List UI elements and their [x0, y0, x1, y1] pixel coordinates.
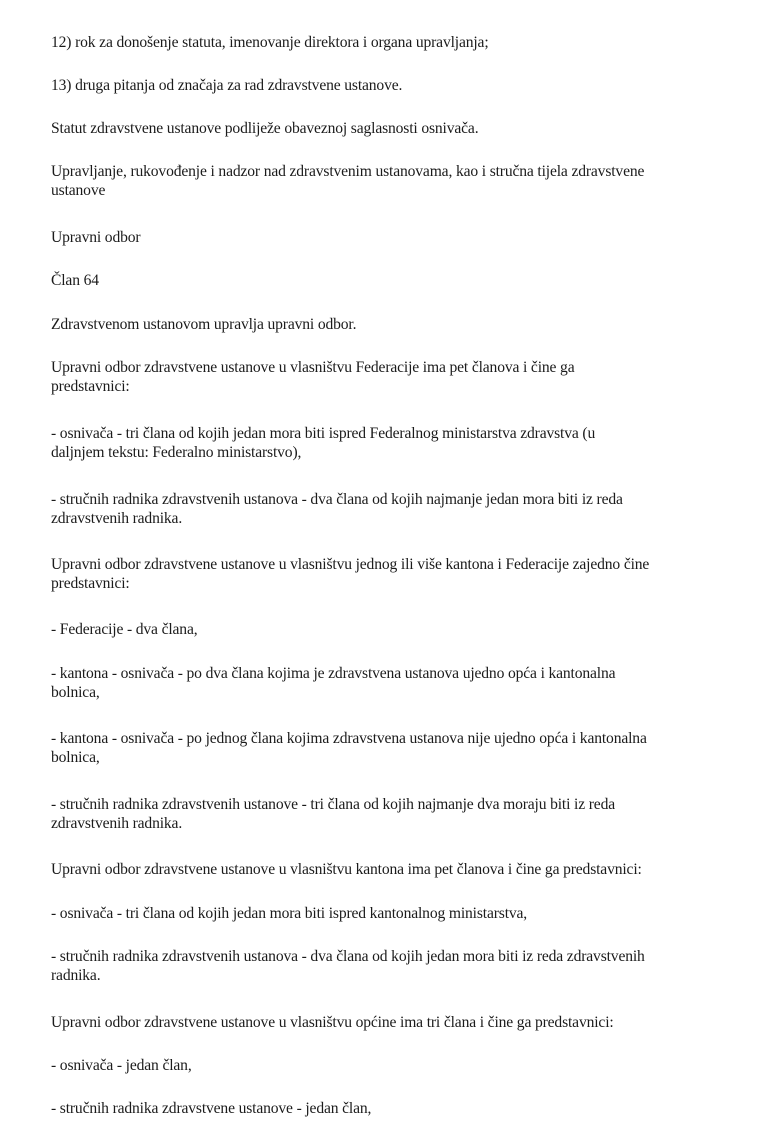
text-line: Upravni odbor zdravstvene ustanove u vlasništvu Federacije ima pet članova i čine ga: [51, 359, 575, 376]
text-line: Upravni odbor: [51, 229, 141, 246]
subheading-board: [51, 228, 776, 247]
text-line: bolnica,: [51, 684, 100, 701]
list-item: [51, 729, 776, 767]
text-line: - stručnih radnika zdravstvenih ustanove - tri člana od kojih najmanje dva moraju biti iz reda: [51, 796, 615, 813]
list-item: [51, 904, 776, 923]
list-item: [51, 664, 776, 702]
text-line: - stručnih radnika zdravstvenih ustanova - dva člana od kojih najmanje jedan mora biti iz reda: [51, 491, 623, 508]
text-line: Upravni odbor zdravstvene ustanove u vlasništvu jednog ili više kantona i Federacije zajedno čine: [51, 556, 650, 573]
text-line: Upravni odbor zdravstvene ustanove u vlasništvu općine ima tri člana i čine ga predstavnici:: [51, 1014, 614, 1031]
list-item: [51, 424, 776, 462]
paragraph-canton-federation-board: [51, 555, 776, 593]
list-item: [51, 620, 776, 639]
text-line: Upravni odbor zdravstvene ustanove u vlasništvu kantona ima pet članova i čine ga predstavnici:: [51, 861, 642, 878]
text-line: - kantona - osnivača - po dva člana kojima je zdravstvena ustanova ujedno opća i kantonalna: [51, 665, 616, 682]
text-line: - stručnih radnika zdravstvene ustanove - jedan član,: [51, 1100, 372, 1117]
text-line: radnika.: [51, 967, 101, 984]
list-item-12: [51, 33, 776, 52]
list-item: [51, 490, 776, 528]
text-line: ustanove: [51, 182, 106, 199]
text-line: zdravstvenih radnika.: [51, 815, 183, 832]
text-line: Zdravstvenom ustanovom upravlja upravni odbor.: [51, 316, 357, 333]
article-number: [51, 271, 776, 290]
text-line: 13) druga pitanja od značaja za rad zdravstvene ustanove.: [51, 77, 403, 94]
list-item: [51, 947, 776, 985]
text-line: Član 64: [51, 272, 99, 289]
text-line: bolnica,: [51, 749, 100, 766]
text-line: daljnjem tekstu: Federalno ministarstvo),: [51, 444, 302, 461]
list-item: [51, 1056, 776, 1075]
text-line: Statut zdravstvene ustanove podliježe obaveznoj saglasnosti osnivača.: [51, 120, 479, 137]
list-item: [51, 795, 776, 833]
text-line: - Federacije - dva člana,: [51, 621, 198, 638]
paragraph-board-manages: [51, 315, 776, 334]
paragraph-canton-board: [51, 860, 776, 879]
paragraph-federation-board: [51, 358, 776, 396]
paragraph-statute-consent: [51, 119, 776, 138]
text-line: Upravljanje, rukovođenje i nadzor nad zdravstvenim ustanovama, kao i stručna tijela zdravstvene: [51, 163, 645, 180]
text-line: - osnivača - tri člana od kojih jedan mora biti ispred kantonalnog ministarstva,: [51, 905, 528, 922]
section-heading-management: [51, 162, 776, 200]
text-line: - stručnih radnika zdravstvenih ustanova - dva člana od kojih jedan mora biti iz reda zdravstvenih: [51, 948, 645, 965]
list-item: [51, 1099, 776, 1118]
paragraph-municipality-board: [51, 1013, 776, 1032]
text-line: 12) rok za donošenje statuta, imenovanje direktora i organa upravljanja;: [51, 34, 489, 51]
text-line: predstavnici:: [51, 575, 130, 592]
text-line: - osnivača - tri člana od kojih jedan mora biti ispred Federalnog ministarstva zdravstva (u: [51, 425, 596, 442]
text-line: - kantona - osnivača - po jednog člana kojima zdravstvena ustanova nije ujedno opća i kantonalna: [51, 730, 647, 747]
text-line: zdravstvenih radnika.: [51, 510, 183, 527]
text-line: predstavnici:: [51, 378, 130, 395]
list-item-13: [51, 76, 776, 95]
text-line: - osnivača - jedan član,: [51, 1057, 192, 1074]
